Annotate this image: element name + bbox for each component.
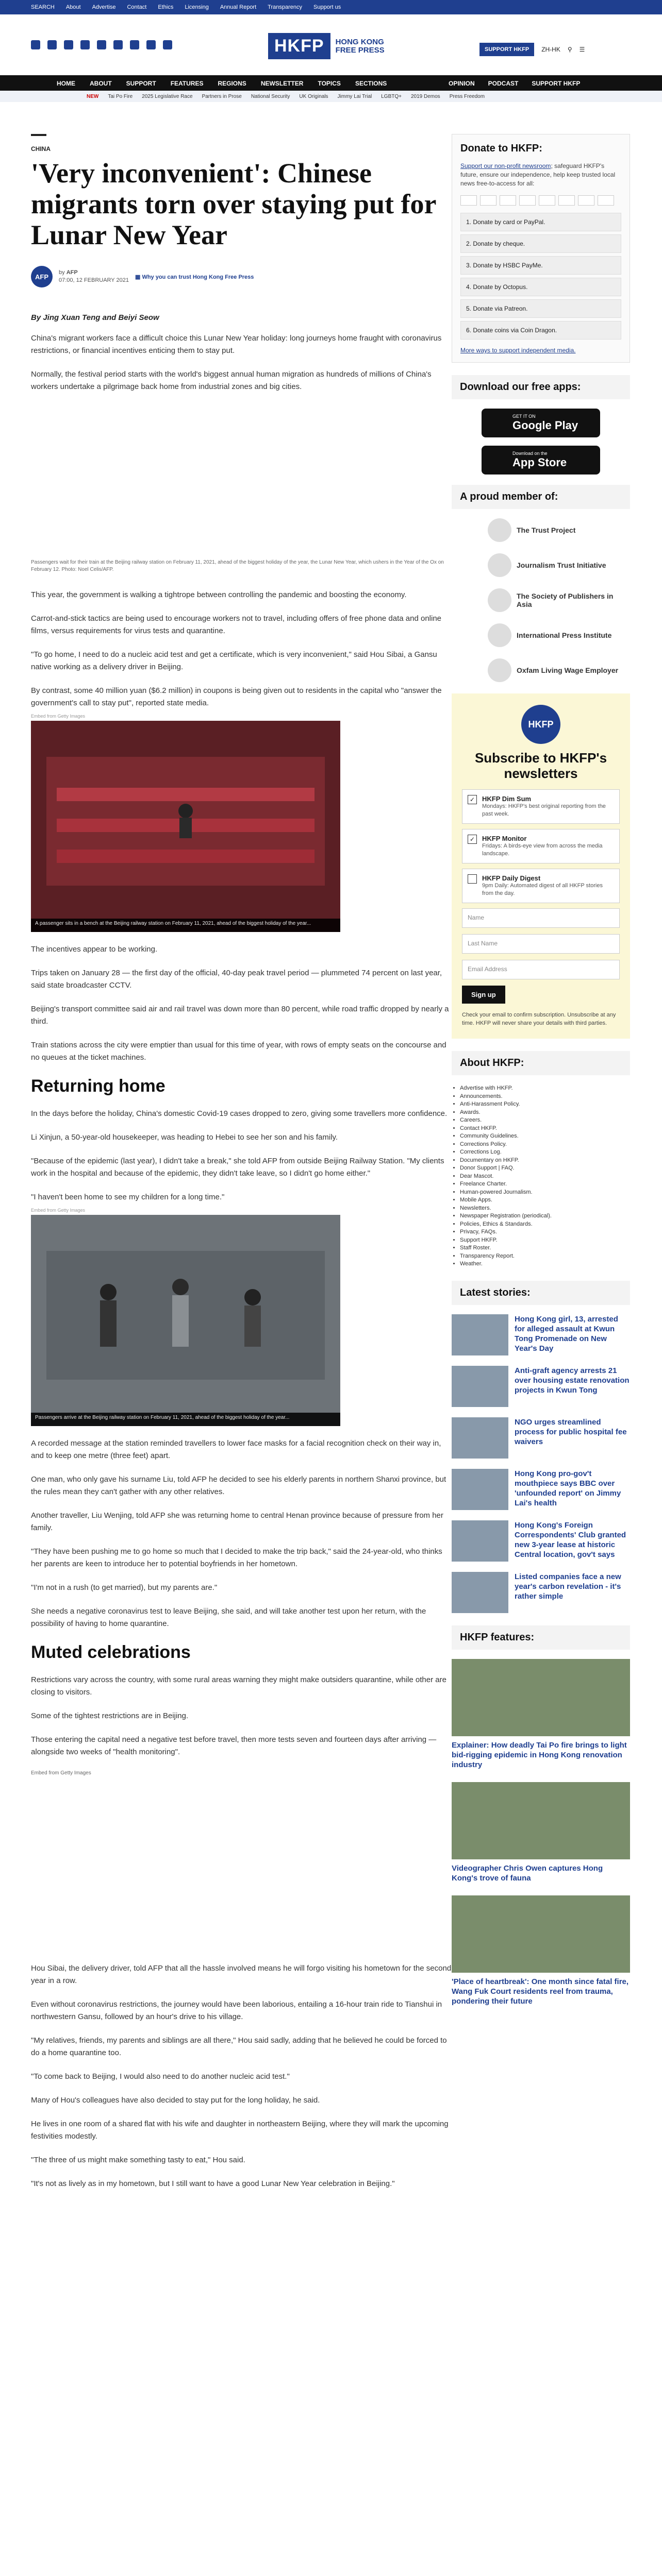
linkedin-icon[interactable] bbox=[130, 40, 139, 49]
trust-link-label: Why you can trust Hong Kong Free Press bbox=[142, 274, 254, 280]
about-link[interactable]: • Documentary on HKFP. bbox=[460, 1157, 630, 1165]
nav-item[interactable]: HOME bbox=[57, 80, 75, 87]
about-link[interactable]: • Policies, Ethics & Standards. bbox=[460, 1221, 630, 1229]
about-link[interactable]: • Contact HKFP. bbox=[460, 1125, 630, 1133]
latest-story[interactable] bbox=[452, 1469, 630, 1510]
newsletter-desc: Fridays: A birds-eye view from across the media landscape. bbox=[482, 843, 603, 857]
top-link[interactable]: About bbox=[65, 4, 81, 10]
member-logo[interactable] bbox=[488, 553, 630, 577]
about-link[interactable]: • Mobile Apps. bbox=[460, 1196, 630, 1205]
donate-option[interactable]: 2. Donate by cheque. bbox=[460, 234, 621, 253]
article-paragraph: This year, the government is walking a tightrope between controlling the pandemic and boosting the economy. bbox=[31, 590, 407, 599]
app-store-badge[interactable] bbox=[482, 446, 600, 474]
section-heading-returning: Returning home bbox=[31, 1076, 166, 1096]
donate-option[interactable]: 5. Donate via Patreon. bbox=[460, 299, 621, 318]
story-thumbnail bbox=[452, 1520, 508, 1562]
topic-link[interactable]: National Security bbox=[251, 94, 290, 99]
about-link[interactable]: • Support HKFP. bbox=[460, 1236, 630, 1245]
top-bar bbox=[0, 0, 662, 14]
apps-title: Download our free apps: bbox=[452, 375, 630, 399]
donate-title: Donate to HKFP: bbox=[460, 143, 542, 154]
publish-date: 07:00, 12 FEBRUARY 2021 bbox=[59, 277, 129, 283]
article-paragraph: "To go home, I need to do a nucleic acid test and get a certificate, which is very inconvenient," said Hou Sibai, a Gansu native working as a delivery driver in Beijing. bbox=[31, 650, 437, 671]
about-link[interactable]: • Transparency Report. bbox=[460, 1252, 630, 1261]
paypal-icon bbox=[519, 195, 536, 206]
newsletter-signup bbox=[452, 693, 630, 1039]
newsletter-checkbox[interactable] bbox=[468, 874, 477, 884]
article-paragraph: Li Xinjun, a 50-year-old housekeeper, was heading to Hebei to see her son and his family. bbox=[31, 1133, 338, 1142]
article-paragraph: By contrast, some 40 million yuan ($6.2 million) in coupons is being given out to residents in the capital who "answer the government's call to stay put", reported state media. bbox=[31, 686, 442, 707]
more-ways-link[interactable]: More ways to support independent media. bbox=[460, 347, 576, 354]
hero-image bbox=[31, 404, 454, 554]
article-paragraph: A recorded message at the station reminded travellers to lower face masks for a facial recognition check on their way in, and to keep one metre (three feet) apart. bbox=[31, 1439, 441, 1460]
features-title: HKFP features: bbox=[452, 1625, 630, 1650]
donate-lead-text: ; safeguard HKFP's future, ensure our independence, help keep trusted local news free-to-access for all: bbox=[460, 162, 616, 187]
applepay-icon bbox=[539, 195, 555, 206]
latest-story[interactable] bbox=[452, 1520, 630, 1562]
story-title[interactable]: NGO urges streamlined process for public hospital fee waivers bbox=[515, 1417, 627, 1446]
hkfp-badge: HKFP bbox=[521, 705, 560, 744]
top-link[interactable]: Advertise bbox=[92, 4, 116, 10]
article-authors: By Jing Xuan Teng and Beiyi Seow bbox=[31, 313, 159, 322]
latest-story[interactable] bbox=[452, 1366, 630, 1407]
article-paragraph: Normally, the festival period starts with the world's biggest annual human migration as hundreds of millions of China's workers undertake a pilgrimage back home from industrial zones and big cities. bbox=[31, 370, 432, 391]
amex-icon bbox=[500, 195, 516, 206]
search-icon[interactable]: ⚲ bbox=[567, 46, 572, 53]
members-title: A proud member of: bbox=[452, 485, 630, 509]
menu-icon[interactable]: ☰ bbox=[579, 46, 585, 53]
member-logo[interactable] bbox=[488, 623, 630, 647]
newsletter-name: HKFP Monitor bbox=[482, 835, 527, 842]
newsletter-options bbox=[462, 789, 620, 903]
story-title[interactable]: Hong Kong girl, 13, arrested for alleged assault at Kwun Tong Promenade on New Year's Day bbox=[515, 1314, 618, 1353]
top-link[interactable]: Annual Report bbox=[220, 4, 257, 10]
member-logo-icon bbox=[488, 588, 511, 612]
nav-item-right[interactable]: PODCAST bbox=[488, 80, 519, 87]
photo-caption: Passengers arrive at the Beijing railway station on February 11, 2021, ahead of the biggest holiday of the year... bbox=[31, 1413, 340, 1426]
article-body-4 bbox=[31, 1437, 454, 1630]
feature-title[interactable]: Videographer Chris Owen captures Hong Kong's trove of fauna bbox=[452, 1863, 603, 1883]
feature-story[interactable] bbox=[452, 1659, 630, 1770]
nav-item[interactable]: TOPICS bbox=[318, 80, 341, 87]
latest-story[interactable] bbox=[452, 1314, 630, 1355]
latest-story[interactable] bbox=[452, 1417, 630, 1459]
site-header bbox=[0, 14, 662, 75]
member-logo-icon bbox=[488, 518, 511, 542]
name-field[interactable]: Name bbox=[462, 908, 620, 928]
article-paragraph: Hou Sibai, the delivery driver, told AFP that all the hassle involved means he will forgo visiting his hometown for the second year in a row. bbox=[31, 1964, 452, 1985]
story-thumbnail bbox=[452, 1572, 508, 1613]
member-logo[interactable] bbox=[488, 518, 630, 542]
newsletter-option[interactable] bbox=[462, 789, 620, 824]
about-link[interactable]: • Awards. bbox=[460, 1109, 630, 1117]
sidebar bbox=[452, 134, 630, 2019]
article-paragraph: Train stations across the city were emptier than usual for this time of year, with rows of empty seats on the concourse and no queues at the ticket machines. bbox=[31, 1041, 446, 1062]
rss-icon[interactable] bbox=[163, 40, 172, 49]
hero-caption: Passengers wait for their train at the Beijing railway station on February 11, 2021, ahead of the biggest holiday of the year, the Lunar New Year, which ushers in the Year of the Ox on February 12. Photo: Noel Celis/AFP. bbox=[31, 560, 444, 572]
member-logos bbox=[452, 518, 630, 682]
app-store-big: App Store bbox=[512, 456, 567, 469]
donate-lead bbox=[460, 162, 621, 188]
telegram-icon[interactable] bbox=[97, 40, 106, 49]
main-nav-items bbox=[57, 80, 387, 87]
article-paragraph: The incentives appear to be working. bbox=[31, 945, 158, 954]
article-paragraph: "They have been pushing me to go home so much that I decided to make the trip back," said the 24-year-old, who thinks her parents are keen to introduce her to potential boyfriends in her hometown. bbox=[31, 1547, 442, 1568]
about-link[interactable]: • Community Guidelines. bbox=[460, 1132, 630, 1141]
byline-meta bbox=[59, 269, 129, 284]
article-paragraph: "To come back to Beijing, I would also need to do another nucleic acid test." bbox=[31, 2072, 290, 2081]
last-name-field[interactable]: Last Name bbox=[462, 934, 620, 954]
topic-link[interactable]: Partners in Prose bbox=[202, 94, 242, 99]
donate-option[interactable]: 6. Donate coins via Coin Dragon. bbox=[460, 321, 621, 340]
story-title[interactable]: Anti-graft agency arrests 21 over housing estate renovation projects in Kwun Tong bbox=[515, 1366, 630, 1395]
subscribe-title: Subscribe to HKFP's newsletters bbox=[474, 750, 607, 781]
new-label: NEW bbox=[87, 94, 99, 99]
latest-story[interactable] bbox=[452, 1572, 630, 1613]
nav-item[interactable]: SECTIONS bbox=[355, 80, 387, 87]
article-paragraph: "I'm not in a rush (to get married), but my parents are." bbox=[31, 1583, 218, 1592]
donate-option[interactable]: 3. Donate by HSBC PayMe. bbox=[460, 256, 621, 275]
topics-bar bbox=[0, 91, 662, 102]
article-paragraph: Another traveller, Liu Wenjing, told AFP she was returning home to central Henan province because of pressure from her family. bbox=[31, 1511, 443, 1532]
about-link[interactable]: • Privacy, FAQs. bbox=[460, 1228, 630, 1236]
feature-title[interactable]: 'Place of heartbreak': One month since fatal fire, Wang Fuk Court residents reel from trauma, pondering their future bbox=[452, 1977, 629, 2006]
author-avatar[interactable]: AFP bbox=[31, 266, 53, 287]
article-category[interactable]: CHINA bbox=[31, 145, 51, 152]
story-title[interactable]: Listed companies face a new year's carbon revelation - it's rather simple bbox=[515, 1572, 621, 1601]
donate-option[interactable]: 4. Donate by Octopus. bbox=[460, 278, 621, 296]
newsletter-desc: 9pm Daily: Automated digest of all HKFP stories from the day. bbox=[482, 883, 603, 896]
about-link[interactable]: • Careers. bbox=[460, 1116, 630, 1125]
donate-option[interactable]: 1. Donate by card or PayPal. bbox=[460, 213, 621, 231]
member-name: The Society of Publishers in Asia bbox=[516, 592, 614, 608]
feature-title[interactable]: Explainer: How deadly Tai Po fire brings to light bid-rigging epidemic in Hong Kong renovation industry bbox=[452, 1740, 627, 1769]
subscribe-note: Check your email to confirm subscription. Unsubscribe at any time. HKFP will never share your details with third parties. bbox=[462, 1012, 616, 1026]
member-logo-icon bbox=[488, 553, 511, 577]
article bbox=[31, 134, 454, 2201]
article-intro bbox=[31, 332, 454, 393]
article-body-5 bbox=[31, 1674, 454, 1758]
main-nav bbox=[0, 75, 662, 91]
about-link[interactable]: • Freelance Charter. bbox=[460, 1180, 630, 1189]
trust-link[interactable] bbox=[135, 274, 254, 280]
getty-photo-1[interactable] bbox=[31, 714, 340, 932]
about-link[interactable]: • Announcements. bbox=[460, 1093, 630, 1101]
payme-icon bbox=[578, 195, 594, 206]
donate-options bbox=[460, 213, 621, 340]
article-paragraph: Even without coronavirus restrictions, the journey would have been laborious, entailing a 16-hour train ride to Tianshui in northwestern Gansu, followed by an hour's drive to his village. bbox=[31, 2000, 442, 2021]
nav-item[interactable]: ABOUT bbox=[90, 80, 112, 87]
article-paragraph: Carrot-and-stick tactics are being used to encourage workers not to travel, including offers of free phone data and online films, versus requirements for virus tests and quarantine. bbox=[31, 614, 442, 635]
photo-3-placeholder bbox=[31, 1792, 454, 1962]
article-body-2 bbox=[31, 943, 454, 1064]
waiting-room-seats bbox=[46, 757, 325, 886]
article-paragraph: "It's not as lively as in my hometown, but I still want to have a good Lunar New Year celebration in Beijing." bbox=[31, 2179, 395, 2188]
feature-story[interactable] bbox=[452, 1895, 630, 2006]
story-title[interactable]: Hong Kong's Foreign Correspondents' Club granted new 3-year lease at historic Central location, gov't says bbox=[515, 1520, 626, 1559]
article-paragraph: She needs a negative coronavirus test to leave Beijing, she said, and will take another test upon her return, with the possibility of having to home quarantine. bbox=[31, 1607, 426, 1628]
article-paragraph: "My relatives, friends, my parents and siblings are all there," Hou said sadly, adding that he believed he could be forced to do a home quarantine too. bbox=[31, 2036, 447, 2057]
google-play-big: Google Play bbox=[512, 419, 578, 432]
newsletter-desc: Mondays: HKFP's best original reporting from the past week. bbox=[482, 803, 606, 817]
logo-line-1: HONG KONG bbox=[335, 37, 384, 46]
about-link[interactable]: • Newspaper Registration (periodical). bbox=[460, 1212, 630, 1221]
topic-link[interactable]: 2019 Demos bbox=[410, 94, 440, 99]
email-icon[interactable] bbox=[146, 40, 156, 49]
article-paragraph: In the days before the holiday, China's domestic Covid-19 cases dropped to zero, giving some travellers more confidence. bbox=[31, 1109, 448, 1118]
author-name[interactable]: AFP bbox=[66, 269, 78, 276]
topic-link[interactable]: Jimmy Lai Trial bbox=[337, 94, 372, 99]
logo-text bbox=[336, 38, 385, 55]
topics-bar-items bbox=[87, 94, 485, 99]
about-link[interactable]: • Donor Support | FAQ. bbox=[460, 1164, 630, 1173]
feature-image bbox=[452, 1659, 630, 1736]
member-logo[interactable] bbox=[488, 658, 630, 682]
facebook-icon[interactable] bbox=[31, 40, 40, 49]
nav-item[interactable]: REGIONS bbox=[218, 80, 246, 87]
byline bbox=[31, 266, 454, 287]
donate-panel bbox=[452, 134, 630, 363]
about-link[interactable]: • Corrections Log. bbox=[460, 1148, 630, 1157]
nav-item-right[interactable]: OPINION bbox=[449, 80, 475, 87]
article-paragraph: China's migrant workers face a difficult choice this Lunar New Year holiday: long journeys home fraught with coronavirus restrictions, or financial incentives enticing them to stay put. bbox=[31, 334, 442, 355]
sign-up-button[interactable]: Sign up bbox=[462, 986, 505, 1004]
mastodon-icon[interactable] bbox=[113, 40, 123, 49]
newsletter-option-text bbox=[482, 795, 614, 818]
top-link[interactable]: SEARCH bbox=[31, 4, 55, 10]
about-link[interactable]: • Weather. bbox=[460, 1260, 630, 1268]
newsletter-option[interactable] bbox=[462, 829, 620, 863]
about-links bbox=[452, 1084, 630, 1268]
by-prefix: by bbox=[59, 269, 65, 276]
instagram-icon[interactable] bbox=[64, 40, 73, 49]
article-title: 'Very inconvenient': Chinese migrants torn over staying put for Lunar New Year bbox=[31, 158, 436, 250]
header-actions bbox=[479, 43, 585, 56]
top-link[interactable]: Ethics bbox=[158, 4, 174, 10]
newsletter-checkbox[interactable]: ✓ bbox=[468, 795, 477, 804]
nav-item[interactable]: SUPPORT bbox=[126, 80, 156, 87]
photo-credit: Embed from Getty Images bbox=[31, 714, 86, 719]
about-link[interactable]: • Anti-Harassment Policy. bbox=[460, 1100, 630, 1109]
site-logo[interactable] bbox=[268, 33, 385, 59]
top-link[interactable]: Contact bbox=[127, 4, 147, 10]
kicker-rule bbox=[31, 134, 46, 136]
article-paragraph: "The three of us might make something tasty to eat," Hou said. bbox=[31, 2156, 245, 2164]
feature-story[interactable] bbox=[452, 1782, 630, 1883]
latest-stories bbox=[452, 1314, 630, 1613]
twitter-icon[interactable] bbox=[47, 40, 57, 49]
member-name: Oxfam Living Wage Employer bbox=[517, 666, 619, 674]
youtube-icon[interactable] bbox=[80, 40, 90, 49]
about-link[interactable]: • Human-powered Journalism. bbox=[460, 1189, 630, 1197]
story-thumbnail bbox=[452, 1469, 508, 1510]
topic-link[interactable]: Tai Po Fire bbox=[108, 94, 133, 99]
newsletter-name: HKFP Dim Sum bbox=[482, 795, 532, 803]
story-title[interactable]: Hong Kong pro-gov't mouthpiece says BBC over 'unfounded report' on Jimmy Lai's health bbox=[515, 1469, 621, 1507]
feature-image bbox=[452, 1895, 630, 1973]
article-paragraph: Restrictions vary across the country, with some rural areas warning they might make outsiders quarantine, while other are closing to visitors. bbox=[31, 1675, 446, 1697]
topic-link[interactable]: UK Originals bbox=[299, 94, 328, 99]
article-paragraph: Those entering the capital need a negative test before travel, then more tests seven and fourteen days after arriving — alongside two weeks of "health monitoring". bbox=[31, 1735, 437, 1756]
member-logo-icon bbox=[488, 623, 511, 647]
newsletter-checkbox[interactable]: ✓ bbox=[468, 835, 477, 844]
topic-link[interactable]: Press Freedom bbox=[449, 94, 485, 99]
article-body-1 bbox=[31, 589, 454, 709]
member-name: Journalism Trust Initiative bbox=[517, 561, 606, 569]
about-link[interactable]: • Advertise with HKFP. bbox=[460, 1084, 630, 1093]
member-logo[interactable] bbox=[488, 588, 630, 612]
photo-caption: A passenger sits in a bench at the Beijing railway station on February 11, 2021, ahead of the biggest holiday of the year... bbox=[31, 919, 340, 932]
feature-image bbox=[452, 1782, 630, 1859]
story-thumbnail bbox=[452, 1366, 508, 1407]
email-field[interactable]: Email Address bbox=[462, 960, 620, 979]
photo-credit: Embed from Getty Images bbox=[31, 1208, 86, 1213]
social-links bbox=[31, 40, 172, 49]
story-thumbnail bbox=[452, 1417, 508, 1459]
google-play-badge[interactable] bbox=[482, 409, 600, 437]
donate-lead-link[interactable]: Support our non-profit newsroom bbox=[460, 162, 551, 170]
story-thumbnail bbox=[452, 1314, 508, 1355]
trust-icon: ▦ bbox=[135, 274, 141, 280]
googlepay-icon bbox=[558, 195, 575, 206]
app-store-small: Download on the bbox=[512, 451, 548, 456]
article-paragraph: He lives in one room of a shared flat with his wife and daughter in northeastern Beijing, where they will mark the upcoming festivities modestly. bbox=[31, 2120, 449, 2141]
top-link[interactable]: Transparency bbox=[268, 4, 302, 10]
nav-item-right[interactable]: SUPPORT HKFP bbox=[532, 80, 581, 87]
about-link[interactable]: • Dear Mascot. bbox=[460, 1173, 630, 1181]
member-name: The Trust Project bbox=[517, 526, 576, 534]
about-title: About HKFP: bbox=[452, 1051, 630, 1075]
about-link[interactable]: • Newsletters. bbox=[460, 1205, 630, 1213]
logo-line-2: FREE PRESS bbox=[335, 45, 385, 55]
member-name: International Press Institute bbox=[517, 631, 612, 639]
getty-photo-2[interactable] bbox=[31, 1208, 340, 1426]
article-paragraph: Many of Hou's colleagues have also decided to stay put for the long holiday, he said. bbox=[31, 2096, 320, 2105]
nav-item[interactable]: FEATURES bbox=[170, 80, 204, 87]
section-heading-muted: Muted celebrations bbox=[31, 1642, 191, 1662]
about-link[interactable]: • Corrections Policy. bbox=[460, 1141, 630, 1149]
article-paragraph: Trips taken on January 28 — the first day of the official, 40-day peak travel period — plummeted 74 percent on last year, said state broadcaster CCTV. bbox=[31, 969, 442, 990]
article-paragraph: One man, who only gave his surname Liu, told AFP he decided to see his elderly parents in northern Shanxi province, but the rules mean they can't gather with any other relatives. bbox=[31, 1475, 446, 1496]
about-link[interactable]: • Staff Roster. bbox=[460, 1244, 630, 1252]
top-link[interactable]: Support us bbox=[313, 4, 341, 10]
top-link[interactable]: Licensing bbox=[185, 4, 209, 10]
mastercard-icon bbox=[460, 195, 477, 206]
features-list bbox=[452, 1659, 630, 2006]
latest-title: Latest stories: bbox=[452, 1281, 630, 1305]
topic-link[interactable]: LGBTQ+ bbox=[381, 94, 402, 99]
article-body-3 bbox=[31, 1108, 454, 1204]
google-play-small: GET IT ON bbox=[512, 414, 536, 419]
station-crowd bbox=[46, 1251, 325, 1380]
topic-link[interactable]: 2025 Legislative Race bbox=[142, 94, 193, 99]
payment-icons bbox=[460, 195, 621, 206]
photo-3-credit: Embed from Getty Images bbox=[31, 1770, 91, 1776]
top-bar-links bbox=[31, 4, 341, 10]
logo-mark: HKFP bbox=[268, 33, 330, 59]
newsletter-option[interactable] bbox=[462, 869, 620, 903]
visa-icon bbox=[480, 195, 496, 206]
support-hkfp-button[interactable]: SUPPORT HKFP bbox=[479, 43, 534, 56]
byline-author-line bbox=[59, 269, 129, 277]
main-nav-right bbox=[449, 80, 580, 87]
member-logo-icon bbox=[488, 658, 511, 682]
newsletter-name: HKFP Daily Digest bbox=[482, 874, 541, 882]
octopus-icon bbox=[598, 195, 614, 206]
article-paragraph: Some of the tightest restrictions are in Beijing. bbox=[31, 1711, 189, 1720]
newsletter-option-text bbox=[482, 835, 614, 858]
language-switch[interactable]: ZH-HK bbox=[541, 46, 560, 53]
article-paragraph: "Because of the epidemic (last year), I didn't take a break," she told AFP from outside Beijing Railway Station. "My clients work in the hospital and because of the epidemic, they didn't take leave, so I didn't go home either." bbox=[31, 1157, 444, 1178]
article-paragraph: "I haven't been home to see my children for a long time." bbox=[31, 1193, 225, 1201]
article-paragraph: Beijing's transport committee said air and rail travel was down more than 80 percent, while road traffic dropped by nearly a third. bbox=[31, 1005, 449, 1026]
article-body-6 bbox=[31, 1962, 454, 2190]
newsletter-option-text bbox=[482, 874, 614, 897]
nav-item[interactable]: NEWSLETTER bbox=[260, 80, 304, 87]
